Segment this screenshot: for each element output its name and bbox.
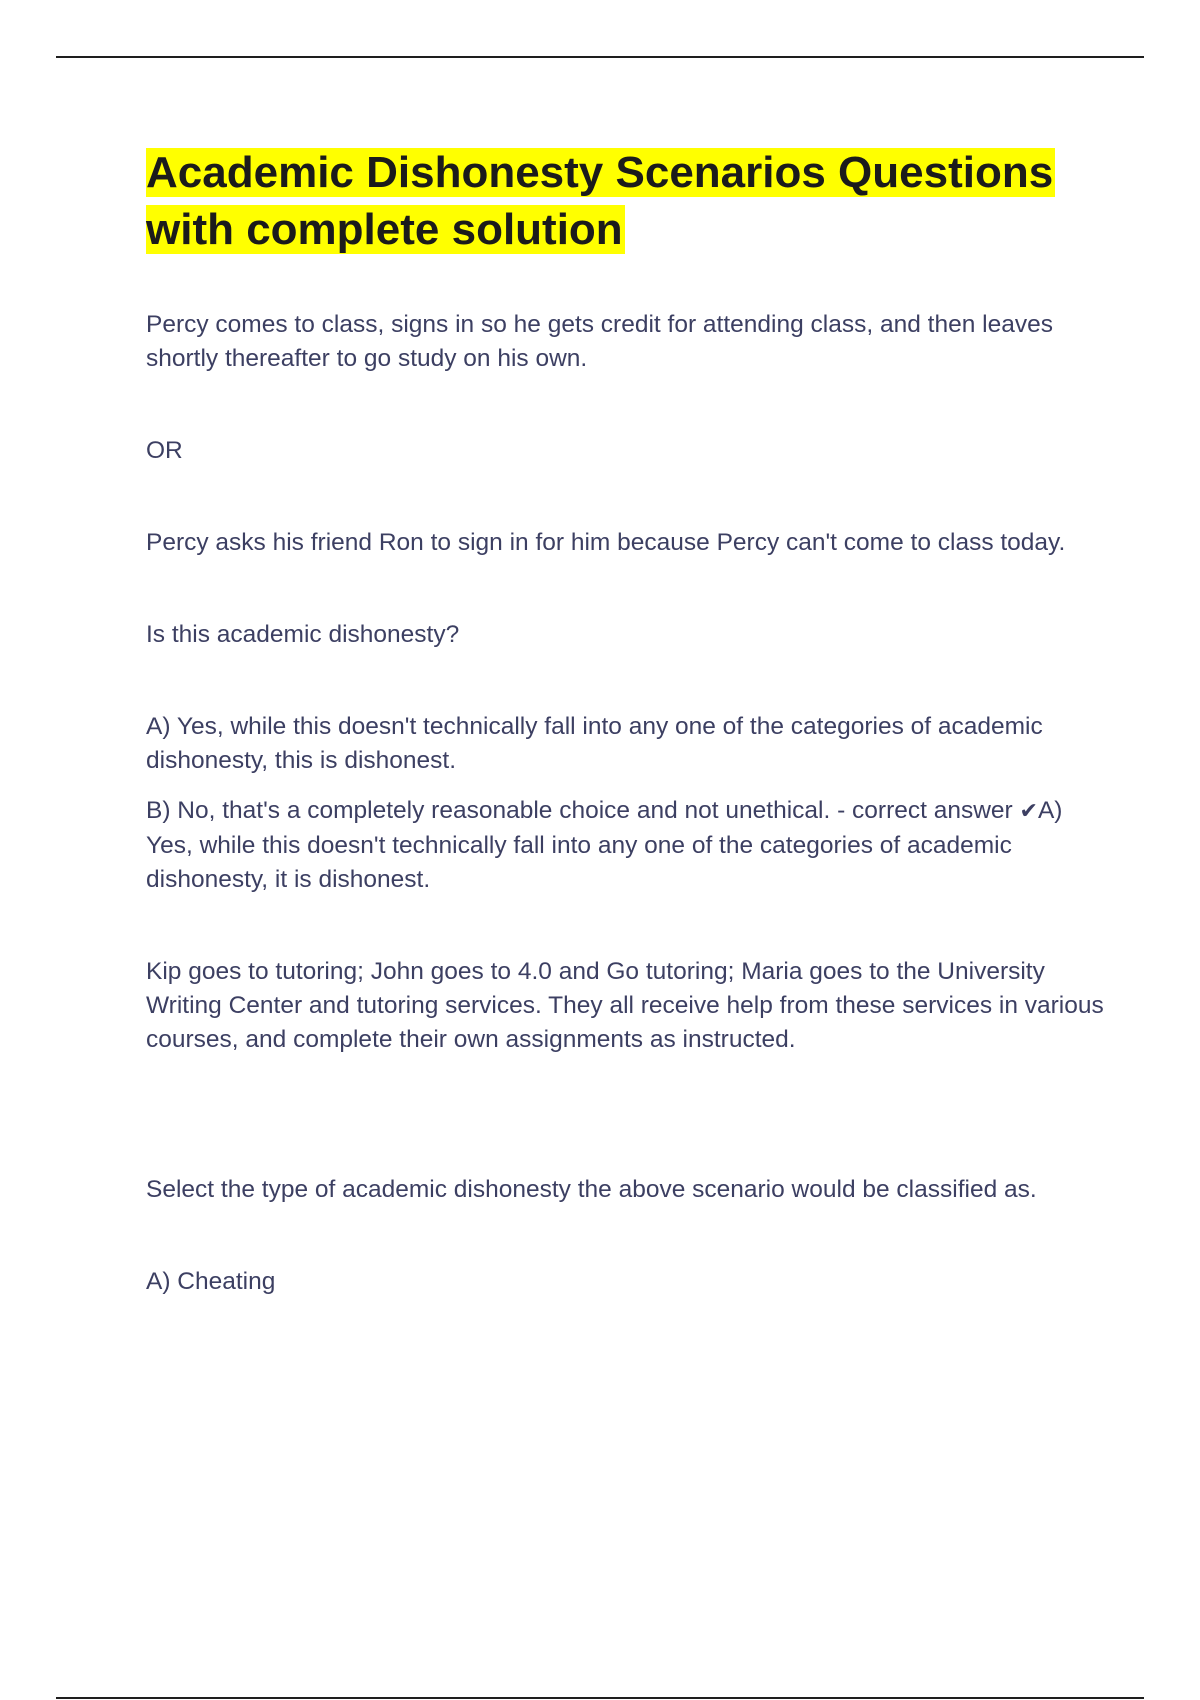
top-rule [56,56,1144,58]
document-title [146,144,1106,258]
check-mark-icon: ✔ [1019,799,1038,824]
question-1-option-b-with-answer [146,794,1106,897]
scenario-2-text: Kip goes to tutoring; John goes to 4.0 and Go tutoring; Maria goes to the University Writing Center and tutoring services. They all receive help from these services in various courses, and complete their own assignments as instructed. [146,958,1104,1053]
question-1-prompt: Is this academic dishonesty? [146,621,460,648]
bottom-rule [56,1697,1144,1699]
or-separator: OR [146,437,183,464]
question-2-prompt: Select the type of academic dishonesty the above scenario would be classified as. [146,1176,1037,1203]
document-body [146,144,1106,1299]
question-2-option-a: A) Cheating [146,1268,276,1295]
question-1-option-a: A) Yes, while this doesn't technically fall into any one of the categories of academic dishonesty, this is dishonest. [146,713,1043,774]
option-b-text: B) No, that's a completely reasonable choice and not unethical. - correct answer [146,797,1020,824]
scenario-1-alt-text: Percy asks his friend Ron to sign in for him because Percy can't come to class today. [146,529,1066,556]
correct-answer-text: A) Yes, while this doesn't technically fall into any one of the categories of academic dishonesty, it is dishonest. [146,797,1063,893]
scenario-1-text: Percy comes to class, signs in so he gets credit for attending class, and then leaves shortly thereafter to go study on his own. [146,311,1053,372]
title-highlight: Academic Dishonesty Scenarios Questions with complete solution [146,148,1054,254]
